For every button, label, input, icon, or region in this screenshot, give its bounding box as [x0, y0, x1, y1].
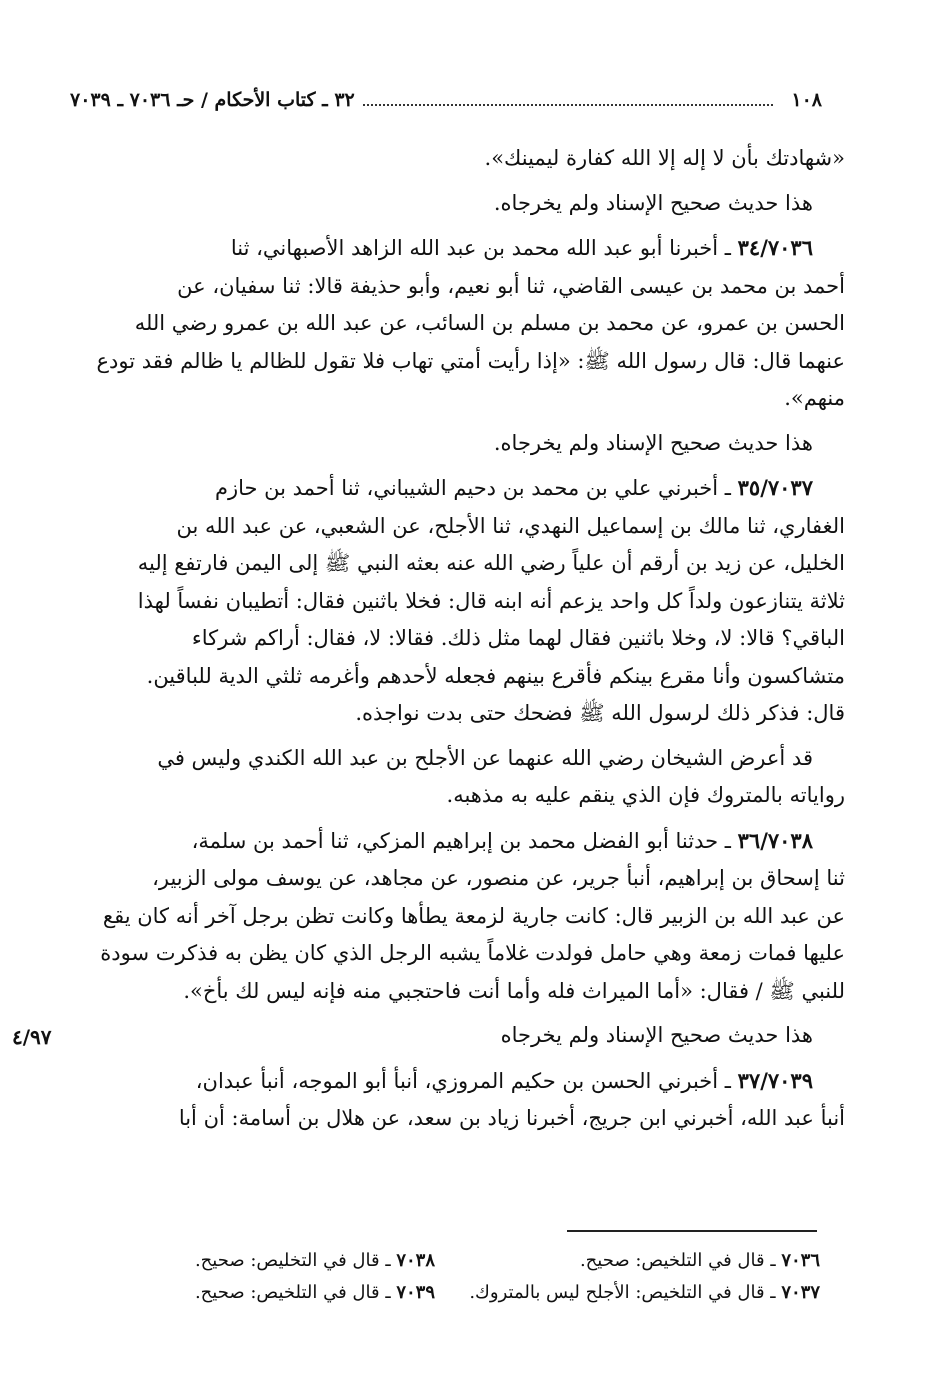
text-paragraph — [72, 140, 845, 178]
text-line — [72, 1100, 845, 1138]
hadith-number: ٣٤/٧٠٣٦ — [737, 235, 813, 260]
line-text: ثنا إسحاق بن إبراهيم، أنبأ جرير، عن منصور، عن مجاهد، عن يوسف مولى الزبير، — [152, 866, 845, 890]
line-text: ـ أخبرني علي بن محمد بن دحيم الشيباني، ثنا أحمد بن حازم — [214, 476, 731, 500]
main-text — [72, 140, 845, 1138]
text-line — [72, 268, 845, 306]
line-text: أحمد بن محمد بن عيسى القاضي، ثنا أبو نعيم، وأبو حذيفة قالا: ثنا سفيان، عن — [177, 273, 845, 298]
text-line — [72, 1017, 845, 1055]
line-text: هذا حديث صحيح الإسناد ولم يخرجاه. — [493, 430, 813, 455]
hadith-paragraph — [72, 822, 845, 1011]
line-text: رواياته بالمتروك فإن الذي ينقم عليه به مذهبه. — [446, 783, 845, 807]
text-paragraph — [72, 185, 845, 223]
footnote-number: ٧٠٣٦ — [781, 1250, 820, 1271]
line-text: للنبي ﷺ / فقال: «أما الميراث فله وأما أنت فاحتجبي منه فإنه ليس لك بأخ». — [183, 978, 845, 1003]
text-line — [72, 508, 845, 546]
hadith-paragraph — [72, 469, 845, 733]
footnote-text: ـ قال في التخليص: صحيح. — [194, 1250, 391, 1271]
text-line — [72, 425, 845, 463]
text-line — [72, 1062, 845, 1101]
footnote-number: ٧٠٣٨ — [396, 1250, 435, 1271]
text-paragraph — [72, 740, 845, 815]
page-number: ١٠٨ — [791, 89, 822, 111]
line-text: ثلاثة يتنازعون ولداً كل واحد يزعم أنه ابنه قال: فخلا باثنين فقال: أتطيبان نفساً لهذا — [137, 588, 845, 613]
footnote-7037 — [469, 1282, 820, 1303]
line-text: الغفاري، ثنا مالك بن إسماعيل النهدي، ثنا الأجلح، عن الشعبي، عن عبد الله بن — [176, 513, 845, 538]
line-text: متشاكسون وأنا مقرع بينكم فأقرع بينهم فجعله لأحدهم وأغرمه ثلثي الدية للباقين. — [146, 663, 845, 688]
line-text: عن عبد الله بن الزبير قال: كانت جارية لزمعة يطأها وكانت تظن برجل آخر أنه كان يقع — [102, 903, 845, 928]
leader-dots — [363, 94, 774, 106]
text-line — [72, 658, 845, 696]
text-line — [72, 695, 845, 733]
hadith-paragraph — [72, 229, 845, 418]
footnote-number: ٧٠٣٧ — [781, 1282, 820, 1303]
text-line — [72, 229, 845, 268]
text-line — [72, 860, 845, 898]
margin-page-reference: ٤/٩٧ — [12, 1025, 52, 1049]
footnote-7038 — [195, 1250, 435, 1271]
text-line — [72, 620, 845, 658]
footnote-number: ٧٠٣٩ — [396, 1282, 435, 1303]
hadith-number: ٣٥/٧٠٣٧ — [737, 475, 813, 500]
text-line — [72, 305, 845, 343]
text-line — [72, 973, 845, 1011]
line-text: ـ حدثنا أبو الفضل محمد بن إبراهيم المزكي، ثنا أحمد بن سلمة، — [191, 828, 731, 853]
line-text: الخليل، عن زيد بن أرقم أن علياً رضي الله عنه بعثه النبي ﷺ إلى اليمن فارتفع إليه — [137, 551, 845, 575]
text-paragraph — [72, 1017, 845, 1055]
line-text: عنهما قال: قال رسول الله ﷺ: «إذا رأيت أمتي تهاب فلا تقول للظالم يا ظالم فقد تودع — [96, 348, 845, 373]
text-line — [72, 343, 845, 381]
line-text: منهم». — [784, 386, 845, 410]
line-text: قال: فذكر ذلك لرسول الله ﷺ فضحك حتى بدت نواجذه. — [355, 701, 845, 725]
hadith-number: ٣٦/٧٠٣٨ — [737, 827, 813, 853]
text-line — [72, 469, 845, 508]
text-line — [72, 185, 845, 223]
text-line — [72, 545, 845, 583]
line-text: هذا حديث صحيح الإسناد ولم يخرجاه — [500, 1023, 813, 1047]
footnote-text: ـ قال في التلخيص: الأجلح ليس بالمتروك. — [469, 1282, 776, 1303]
footnote-text: ـ قال في التلخيص: صحيح. — [194, 1282, 391, 1303]
line-text: عليها فمات زمعة وهي حامل فولدت غلاماً يشبه الرجل الذي كان يظن به فذكرت سودة — [100, 941, 845, 965]
text-line — [72, 935, 845, 973]
hadith-number: ٣٧/٧٠٣٩ — [737, 1067, 813, 1093]
line-text: «شهادتك بأن لا إله إلا الله كفارة ليمينك». — [484, 146, 845, 170]
text-paragraph — [72, 425, 845, 463]
footnote-text: ـ قال في التلخيص: صحيح. — [579, 1250, 776, 1271]
text-line — [72, 777, 845, 815]
footnote-separator — [567, 1230, 817, 1232]
line-text: هذا حديث صحيح الإسناد ولم يخرجاه. — [493, 190, 813, 215]
line-text: الباقي؟ قالا: لا، وخلا باثنين فقال لهما مثل ذلك. فقالا: لا، فقال: أراكم شركاء — [191, 626, 845, 650]
running-title: ٣٢ ـ كتاب الأحكام / حـ ٧٠٣٦ ـ ٧٠٣٩ — [70, 89, 355, 111]
text-line — [72, 740, 845, 778]
text-line — [72, 898, 845, 936]
line-text: ـ أخبرنا أبو عبد الله محمد بن عبد الله الزاهد الأصبهاني، ثنا — [230, 236, 731, 260]
hadith-paragraph — [72, 1062, 845, 1138]
text-line — [72, 583, 845, 621]
text-line — [72, 380, 845, 418]
running-header — [70, 86, 822, 114]
line-text: ـ أخبرني الحسن بن حكيم المروزي، أنبأ أبو الموجه، أنبأ عبدان، — [195, 1068, 731, 1093]
footnote-7039 — [195, 1282, 435, 1303]
line-text: قد أعرض الشيخان رضي الله عنهما عن الأجلح بن عبد الله الكندي وليس في — [157, 745, 813, 770]
text-line — [72, 140, 845, 178]
line-text: الحسن بن عمرو، عن محمد بن مسلم بن السائب، عن عبد الله بن عمرو رضي الله — [134, 311, 845, 335]
line-text: أنبأ عبد الله، أخبرني ابن جريج، أخبرنا زياد بن سعد، عن هلال بن أسامة: أن أبا — [178, 1106, 845, 1130]
text-line — [72, 822, 845, 861]
footnote-7036 — [580, 1250, 820, 1271]
